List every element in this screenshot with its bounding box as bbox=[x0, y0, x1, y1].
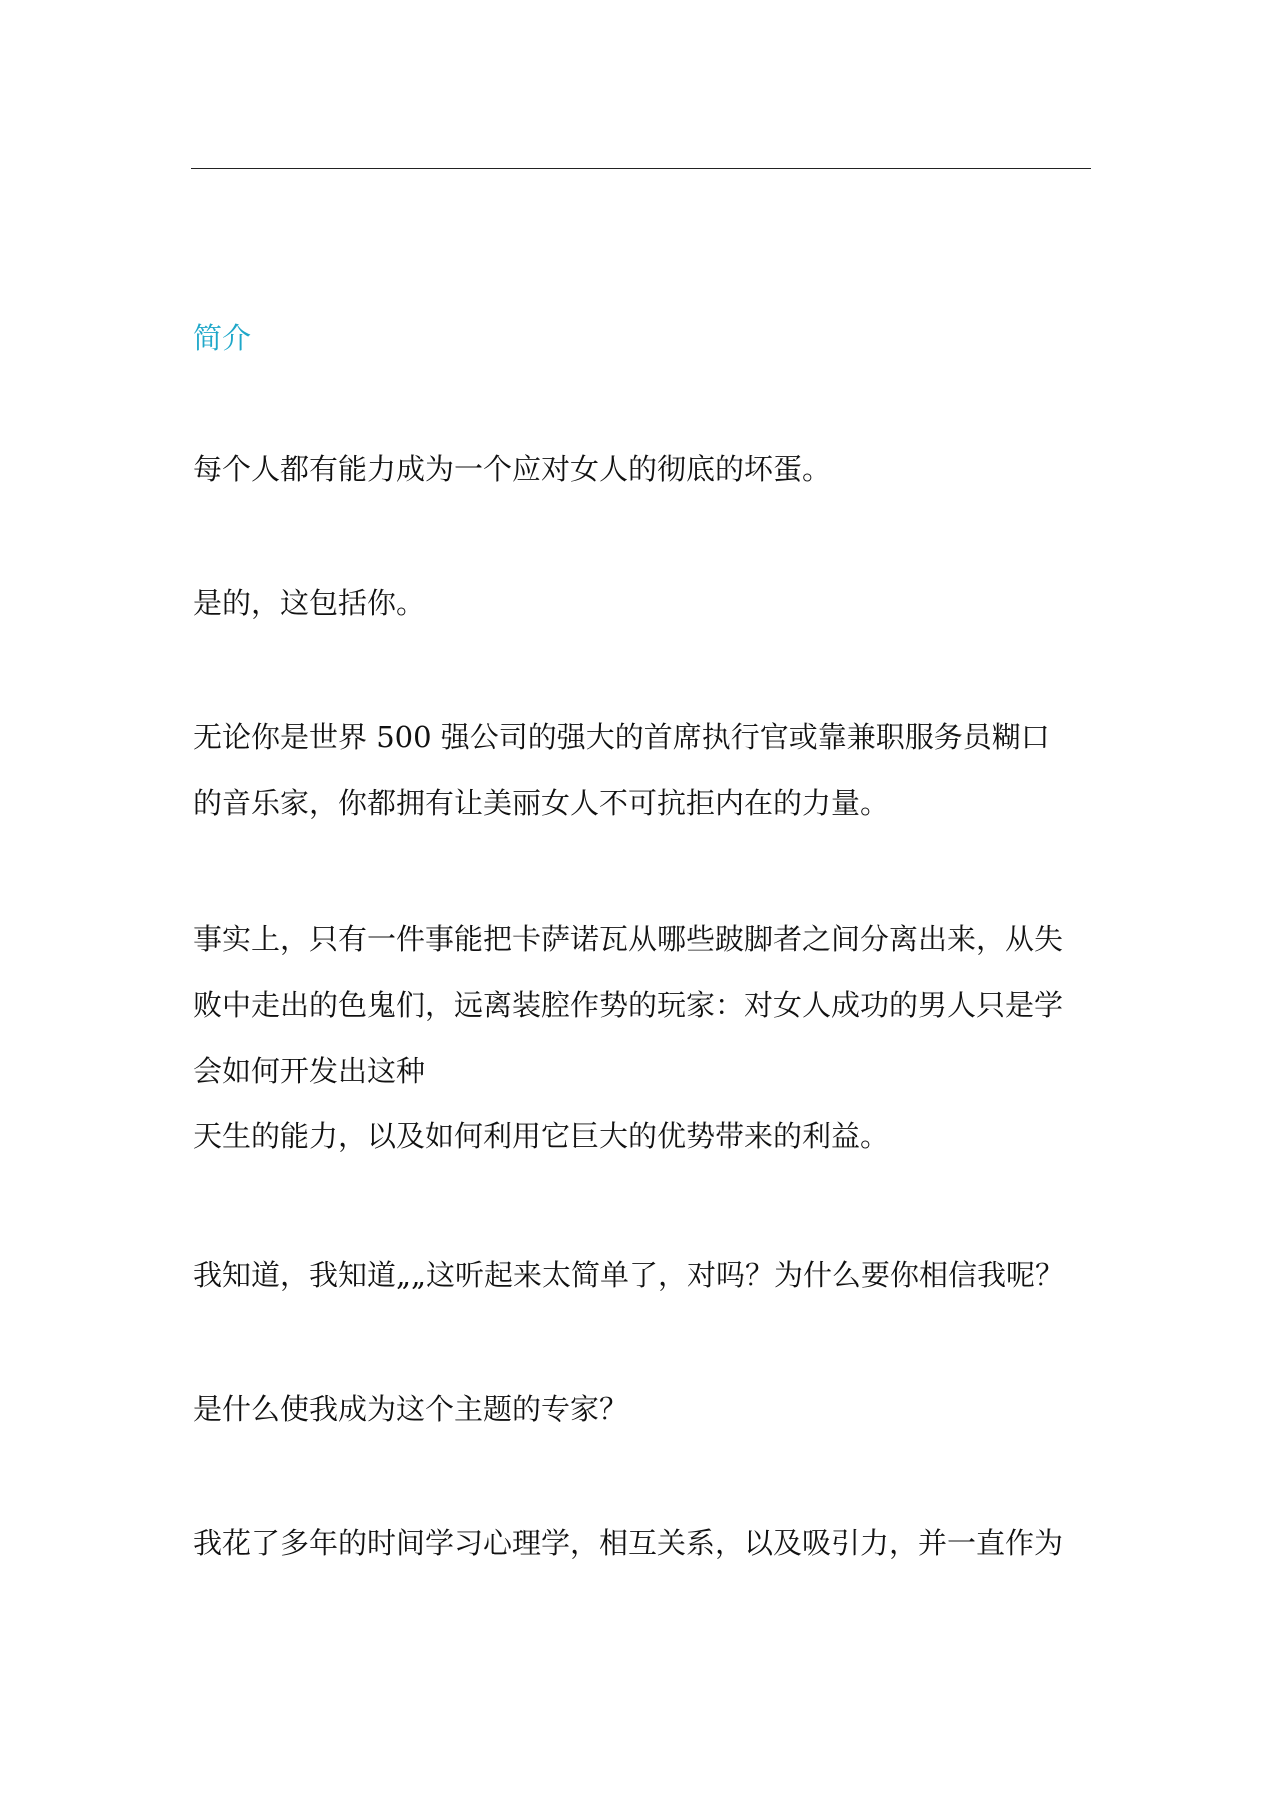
paragraph-6 bbox=[193, 1376, 628, 1442]
section-heading: 简介 bbox=[193, 321, 252, 355]
paragraph-line: 会如何开发出这种 bbox=[193, 1054, 426, 1088]
paragraph-7 bbox=[193, 1510, 1063, 1576]
header-rule bbox=[191, 168, 1091, 169]
paragraph-line: 是什么使我成为这个主题的专家？ bbox=[193, 1392, 629, 1426]
paragraph-line: 无论你是世界 500 强公司的强大的首席执行官或靠兼职服务员糊口 bbox=[193, 720, 1050, 754]
paragraph-line: 我知道，我知道„„这听起来太简单了，对吗？为什么要你相信我呢？ bbox=[193, 1258, 1065, 1292]
paragraph-2 bbox=[193, 570, 425, 636]
paragraph-line: 我花了多年的时间学习心理学，相互关系，以及吸引力，并一直作为 bbox=[193, 1526, 1064, 1560]
paragraph-line: 是的，这包括你。 bbox=[193, 586, 426, 620]
paragraph-line: 事实上，只有一件事能把卡萨诺瓦从哪些跛脚者之间分离出来，从失 bbox=[193, 922, 1064, 956]
paragraph-4 bbox=[193, 906, 1063, 1169]
paragraph-line: 败中走出的色鬼们，远离装腔作势的玩家：对女人成功的男人只是学 bbox=[193, 988, 1064, 1022]
paragraph-line: 的音乐家，你都拥有让美丽女人不可抗拒内在的力量。 bbox=[193, 786, 890, 820]
paragraph-5 bbox=[193, 1242, 1064, 1308]
paragraph-line: 每个人都有能力成为一个应对女人的彻底的坏蛋。 bbox=[193, 452, 832, 486]
paragraph-line: 天生的能力，以及如何利用它巨大的优势带来的利益。 bbox=[193, 1119, 890, 1153]
paragraph-3 bbox=[193, 704, 1050, 836]
paragraph-1 bbox=[193, 436, 831, 502]
